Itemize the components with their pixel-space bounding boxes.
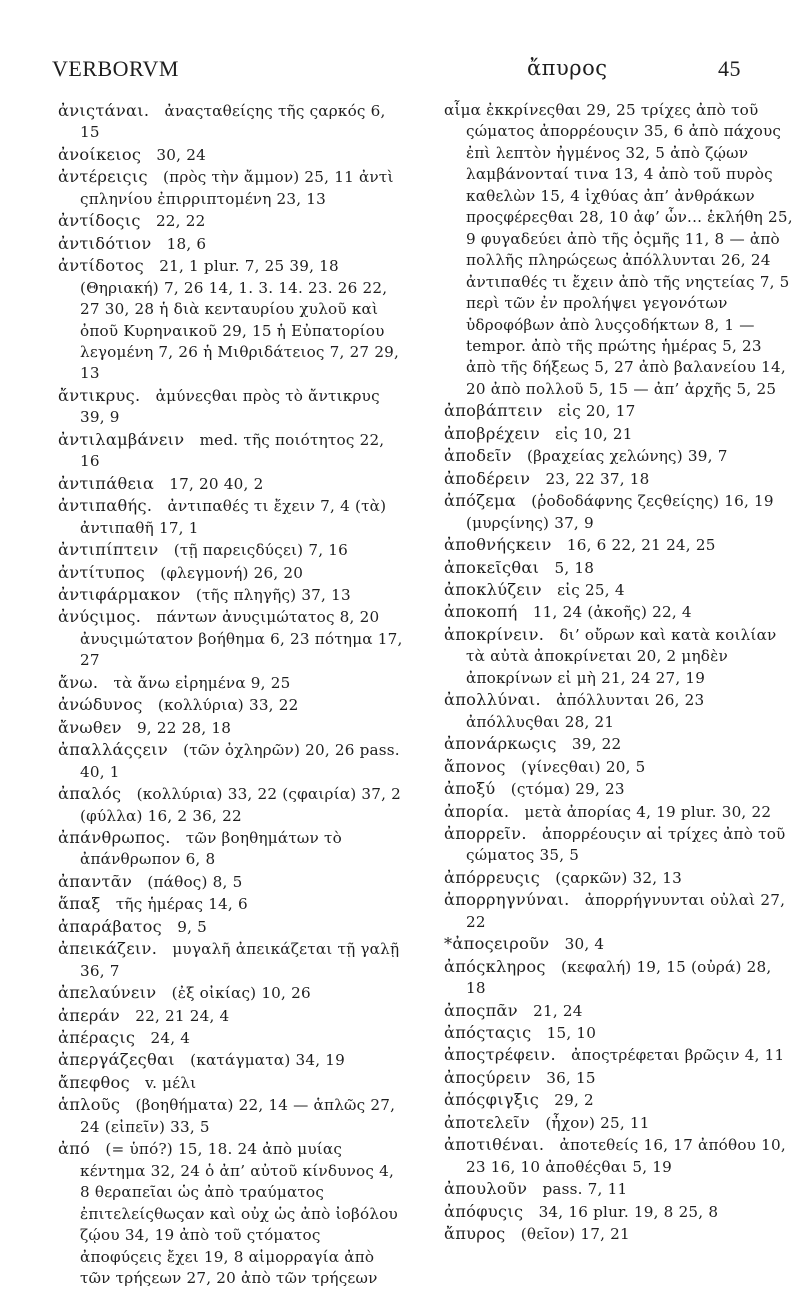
dictionary-entry [58, 385, 403, 429]
dictionary-entry [444, 1178, 794, 1200]
dictionary-entry [444, 733, 794, 755]
dictionary-entry [58, 539, 403, 561]
right-column [444, 100, 794, 1246]
dictionary-entry [444, 1044, 794, 1066]
entry-lemma: ἀντιφάρμακον [58, 584, 181, 604]
entry-lemma: ἀπεικάζειν. [58, 939, 158, 959]
dictionary-entry [58, 495, 403, 539]
dictionary-entry [444, 1223, 794, 1245]
dictionary-entry [58, 717, 403, 739]
dictionary-entry [58, 473, 403, 495]
dictionary-entry [444, 579, 794, 601]
dictionary-entry [444, 1000, 794, 1022]
entry-references: 29, 2 [554, 1091, 594, 1110]
dictionary-entry [444, 956, 794, 1000]
entry-lemma: ἀποκοπή [444, 602, 518, 622]
dictionary-entry [58, 827, 403, 871]
dictionary-entry [58, 982, 403, 1004]
dictionary-entry [58, 100, 403, 144]
entry-references: ἀντιπαθές τι ἔχειν 7, 4 (τὰ) ἀντιπαθῆ 17, 1 [80, 497, 387, 537]
entry-references: 39, 22 [571, 735, 622, 754]
entry-references: 30, 4 [564, 935, 605, 954]
entry-references: (βοηθήματα) 22, 14 — ἁπλῶς 27, 24 (εἰπεῖν) 33, 5 [80, 1096, 396, 1136]
entry-lemma: ἀπόζεμα [444, 491, 517, 511]
entry-references: 17, 20 40, 2 [169, 474, 264, 493]
entry-references: 22, 21 24, 4 [135, 1006, 230, 1025]
entry-references: 5, 18 [554, 558, 595, 577]
entry-lemma: ἄνω. [58, 672, 99, 692]
entry-references: (γίνεςθαι) 20, 5 [520, 757, 646, 776]
entry-references: ἀπορρήγνυνται οὐλαὶ 27, 22 [466, 891, 786, 931]
dictionary-entry [444, 624, 794, 689]
entry-references: 11, 24 (ἀκοῆς) 22, 4 [532, 603, 692, 622]
entry-lemma: ἀπορρεῖν. [444, 823, 527, 843]
entry-references: τὰ ἄνω εἰρημένα 9, 25 [113, 673, 291, 692]
dictionary-entry [444, 933, 794, 955]
entry-lemma: ἀπολλύναι. [444, 690, 541, 710]
dictionary-entry [444, 423, 794, 445]
entry-references: (πρὸς τὴν ἄμμον) 25, 11 ἀντὶ ςπληνίου ἐπιρριπτομένη 23, 13 [80, 168, 394, 208]
dictionary-entry [58, 1072, 403, 1094]
entry-references: 24, 4 [150, 1029, 191, 1048]
entry-lemma: ἀπονάρκωςις [444, 734, 557, 754]
dictionary-entry [444, 1134, 794, 1178]
entry-lemma: ἀπεργάζεςθαι [58, 1050, 175, 1070]
entry-references: pass. 7, 11 [542, 1180, 628, 1199]
dictionary-entry [58, 739, 403, 783]
entry-references: 9, 5 [177, 917, 207, 936]
entry-lemma: ἄντικρυς. [58, 385, 141, 405]
entry-lemma: ἀντίδοτος [58, 256, 145, 276]
entry-references: (πάθος) 8, 5 [147, 872, 243, 891]
entry-references: μυγαλῆ ἀπεικάζεται τῇ γαλῇ 36, 7 [80, 940, 400, 980]
dictionary-entry [58, 1005, 403, 1027]
entry-lemma: ἀπουλοῦν [444, 1179, 528, 1199]
entry-lemma: ἀπόςφιγξις [444, 1090, 540, 1110]
dictionary-entry [58, 429, 403, 473]
entry-lemma: ἅπαξ [58, 894, 101, 914]
entry-references: (κατάγματα) 34, 19 [190, 1051, 345, 1070]
entry-references: 15, 10 [546, 1024, 597, 1043]
entry-lemma: ἀπελαύνειν [58, 983, 157, 1003]
entry-references: (τῆς πληγῆς) 37, 13 [195, 585, 351, 604]
dictionary-entry [58, 672, 403, 694]
entry-lemma: ἀπορία. [444, 801, 510, 821]
entry-references: (ἐξ οἰκίας) 10, 26 [171, 984, 311, 1003]
entry-references: 36, 15 [546, 1068, 596, 1087]
entry-references: 23, 22 37, 18 [545, 469, 650, 488]
entry-references: ἀμύνεςθαι πρὸς τὸ ἄντικρυς 39, 9 [80, 386, 380, 427]
dictionary-entry [444, 756, 794, 778]
entry-lemma: ἄπεφθος [58, 1072, 130, 1092]
entry-references: (κολλύρια) 33, 22 (ςφαιρία) 37, 2 (φύλλα) 16, 2 36, 22 [80, 785, 402, 825]
entry-lemma: ἀποτελεῖν [444, 1112, 531, 1132]
entry-lemma: ἀνιςτάναι. [58, 101, 150, 120]
entry-lemma: ἀπόςκληρος [444, 956, 546, 976]
entry-references: (ἦχον) 25, 11 [545, 1113, 650, 1132]
dictionary-entry [58, 166, 403, 210]
entry-references: (ςτόμα) 29, 23 [510, 780, 625, 799]
dictionary-entry [444, 490, 794, 534]
dictionary-entry [58, 938, 403, 982]
entry-lemma: ἀντιπαθής. [58, 496, 153, 516]
entry-references: πάντων ἀνυςιμώτατος 8, 20 ἀνυςιμώτατον βοήθημα 6, 23 πότημα 17, 27 [80, 608, 403, 670]
dictionary-entry [444, 400, 794, 422]
entry-lemma: ἀντιπάθεια [58, 473, 155, 493]
entry-lemma: ἄπονος [444, 756, 506, 776]
entry-lemma: ἀπεράν [58, 1005, 121, 1025]
entry-lemma: ἀποκρίνειν. [444, 624, 545, 644]
entry-lemma: ἄνωθεν [58, 717, 122, 737]
entry-lemma: ἀπάνθρωπος. [58, 827, 171, 847]
entry-lemma: *ἀποςειροῦν [444, 934, 550, 954]
entry-references: δι’ οὔρων καὶ κατὰ κοιλίαν τὰ αὐτὰ ἀποκρίνεται 20, 2 μηδὲν ἀποκρίνων εἰ μὴ 21, 24 27, 19 [466, 625, 777, 687]
dictionary-entry [444, 778, 794, 800]
entry-references: ἀναςταθείςης τῆς ςαρκός 6, 15 [80, 102, 386, 142]
entry-lemma: ἀντιπίπτειν [58, 540, 159, 560]
dictionary-entry [58, 1094, 403, 1138]
entry-references: (τῇ παρειςδύςει) 7, 16 [173, 541, 348, 560]
entry-references: v. μέλι [145, 1073, 197, 1092]
dictionary-entry [444, 689, 794, 733]
entry-lemma: ἀποβάπτειν [444, 401, 543, 421]
entry-lemma: ἀπορρηγνύναι. [444, 890, 570, 910]
entry-lemma: ἀπόφυςις [444, 1201, 524, 1221]
entry-references: med. τῆς ποιότητος 22, 16 [80, 430, 385, 471]
dictionary-entry [444, 557, 794, 579]
entry-references: 34, 16 plur. 19, 8 25, 8 [538, 1202, 719, 1221]
entry-references: εἰς 10, 21 [555, 424, 633, 443]
entry-references: ἀποτεθείς 16, 17 ἀπόθου 10, 23 16, 10 ἀποθέςθαι 5, 19 [466, 1136, 786, 1176]
entry-references: 22, 22 [155, 212, 206, 231]
dictionary-entry [444, 801, 794, 823]
entry-lemma: ἁπλοῦς [58, 1095, 121, 1115]
entry-lemma: ἀποςτρέφειν. [444, 1045, 556, 1065]
entry-lemma: ἀνώδυνος [58, 695, 143, 715]
dictionary-entry [58, 893, 403, 915]
dictionary-entry [58, 916, 403, 938]
entry-references: ἀπορρέουςιν αἱ τρίχες ἀπὸ τοῦ ςώματος 35, 5 [466, 824, 786, 865]
dictionary-entry [58, 584, 403, 606]
dictionary-entry [58, 871, 403, 893]
entry-lemma: ἀποδέρειν [444, 468, 531, 488]
entry-references: ἀπόλλυνται 26, 23 ἀπόλλυςθαι 28, 21 [466, 691, 705, 731]
entry-lemma: ἀποβρέχειν [444, 423, 540, 443]
entry-references: (ῥοδοδάφνης ζεςθείςης) 16, 19 (μυρςίνης) 37, 9 [466, 492, 774, 532]
entry-lemma: ἀντέρειςις [58, 167, 148, 187]
entry-lemma: ἀποτιθέναι. [444, 1135, 545, 1155]
dictionary-entry [58, 783, 403, 827]
dictionary-entry [444, 1022, 794, 1044]
dictionary-entry [58, 1049, 403, 1071]
dictionary-entry [444, 100, 794, 400]
dictionary-entry [58, 255, 403, 385]
dictionary-entry [58, 1027, 403, 1049]
entry-references: 21, 1 plur. 7, 25 39, 18 (Θηριακή) 7, 26 14, 1. 3. 14. 23. 26 22, 27 30, 28 ἡ διὰ κενταυρίου χυλοῦ καὶ ὀποῦ Κυρηναικοῦ 29, 15 ἡ Εὐπατορίου λεγομένη 7, 26 ἡ Μιθριδάτειος 7, 27 29, 13 [80, 257, 400, 383]
dictionary-entry [444, 867, 794, 889]
dictionary-entry [58, 562, 403, 584]
entry-lemma: ἀνύςιμος. [58, 607, 142, 627]
dictionary-entry [444, 534, 794, 556]
entry-lemma: ἀντιλαμβάνειν [58, 429, 185, 449]
entry-lemma: ἀνοίκειος [58, 144, 142, 164]
left-column [58, 100, 403, 1289]
entry-references: 18, 6 [166, 234, 207, 253]
entry-references: (βραχείας χελώνης) 39, 7 [526, 447, 728, 466]
dictionary-entry [58, 694, 403, 716]
dictionary-entry [58, 606, 403, 671]
dictionary-entry [444, 468, 794, 490]
dictionary-entry [444, 1067, 794, 1089]
entry-lemma: ἀντιδότιον [58, 233, 152, 253]
running-catchword: ἄπυρος [527, 56, 608, 80]
entry-lemma: ἀποξύ [444, 779, 496, 799]
entry-lemma: ἀπαντᾶν [58, 871, 133, 891]
entry-lemma: ἀπέραςις [58, 1028, 136, 1048]
entry-lemma: ἀπαλός [58, 784, 122, 804]
entry-references: (θεῖον) 17, 21 [520, 1225, 630, 1244]
entry-lemma: ἀπόςταςις [444, 1023, 532, 1043]
dictionary-entry [444, 889, 794, 933]
dictionary-entry [58, 210, 403, 232]
dictionary-entry [444, 1112, 794, 1134]
dictionary-entry [58, 233, 403, 255]
entry-references: τῆς ἡμέρας 14, 6 [115, 895, 248, 914]
entry-references: (ςαρκῶν) 32, 13 [555, 868, 683, 887]
entry-lemma: ἄπυρος [444, 1224, 506, 1244]
entry-lemma: ἀπαράβατος [58, 916, 163, 936]
entry-lemma: ἀποδεῖν [444, 446, 512, 466]
entry-references: αἷμα ἐκκρίνεςθαι 29, 25 τρίχες ἀπὸ τοῦ ςώματος ἀπορρέουςιν 35, 6 ἀπὸ πάχους ἐπὶ λεπτὸν ἠγμένος 32, 5 ἀπὸ ζῴων λαμβάνονταί τινα 13, 4 ἀπὸ τοῦ πυρὸς καθελὼν 15, 4 ἰχθύας ἀπ’ ἀνθράκων προςφέρεςθαι 28, 10 ἀφ’ ὧν... ἑκλήθη 25, 9 φυγαδεύει ἀπὸ τῆς ὀςμῆς 11, 8 — ἀπὸ πολλῆς πληρώςεως ἀπόλλυνται 26, 24 ἀντιπαθές τι ἔχειν ἀπὸ τῆς νηςτείας 7, 5 περὶ τῶν ἐν προλήψει γεγονότων ὑδροφόβων ἀπὸ λυςςοδήκτων 8, 1 — tempor. ἀπὸ τῆς πρώτης ἡμέρας 5, 23 ἀπὸ τῆς δήξεως 5, 27 ἀπὸ βαλανείου 14, 20 ἀπὸ πολλοῦ 5, 15 — ἀπ’ ἀρχῆς 5, 25 [444, 101, 793, 398]
dictionary-entry [444, 601, 794, 623]
entry-references: 21, 24 [533, 1001, 583, 1020]
entry-references: μετὰ ἀπορίας 4, 19 plur. 30, 22 [524, 802, 772, 821]
entry-lemma: ἀντίδοςις [58, 211, 141, 231]
entry-references: 9, 22 28, 18 [136, 718, 232, 737]
dictionary-entry [444, 823, 794, 867]
dictionary-entry [444, 1089, 794, 1111]
entry-references: (κεφαλή) 19, 15 (οὐρά) 28, 18 [466, 957, 772, 998]
entry-references: (κολλύρια) 33, 22 [157, 696, 299, 715]
entry-references: εἰς 25, 4 [557, 580, 625, 599]
running-title: VERBORVM [52, 56, 179, 81]
entry-references: (τῶν ὀχληρῶν) 20, 26 pass. 40, 1 [80, 741, 400, 781]
entry-lemma: ἀποςπᾶν [444, 1000, 518, 1020]
entry-lemma: ἀποςύρειν [444, 1067, 532, 1087]
dictionary-entry [444, 445, 794, 467]
entry-lemma: ἀντίτυπος [58, 562, 146, 582]
entry-references: ἀποςτρέφεται βρῶςιν 4, 11 [571, 1046, 785, 1065]
entry-lemma: ἀπό [58, 1139, 91, 1159]
page-number: 45 [718, 56, 741, 81]
entry-lemma: ἀπόρρευςις [444, 867, 541, 887]
entry-references: 16, 6 22, 21 24, 25 [566, 536, 716, 555]
entry-lemma: ἀποκλύζειν [444, 579, 542, 599]
entry-references: 30, 24 [156, 145, 206, 164]
entry-lemma: ἀποθνήςκειν [444, 535, 552, 555]
entry-references: (φλεγμονή) 26, 20 [160, 563, 304, 582]
entry-references: τῶν βοηθημάτων τὸ ἀπάνθρωπον 6, 8 [80, 828, 342, 869]
dictionary-entry [58, 1138, 403, 1289]
dictionary-entry [444, 1201, 794, 1223]
entry-lemma: ἀπαλλάςςειν [58, 740, 168, 760]
entry-references: εἰς 20, 17 [557, 402, 636, 421]
entry-lemma: ἀποκεῖςθαι [444, 557, 540, 577]
dictionary-entry [58, 144, 403, 166]
entry-references: (= ὑπό?) 15, 18. 24 ἀπὸ μυίας κέντημα 32, 24 ὁ ἀπ’ αὐτοῦ κίνδυνος 4, 8 θεραπεῖαι ὡς ἀπὸ τραύματος ἐπιτελείςθωςαν καὶ οὐχ ὡς ἀπὸ ἰοβόλου ζῴου 34, 19 ἀπὸ τοῦ ςτόματος ἀποφύςεις ἔχει 19, 8 αἱμορραγία ἀπὸ τῶν τρήςεων 27, 20 ἀπὸ τῶν τρήςεων [80, 1140, 398, 1288]
